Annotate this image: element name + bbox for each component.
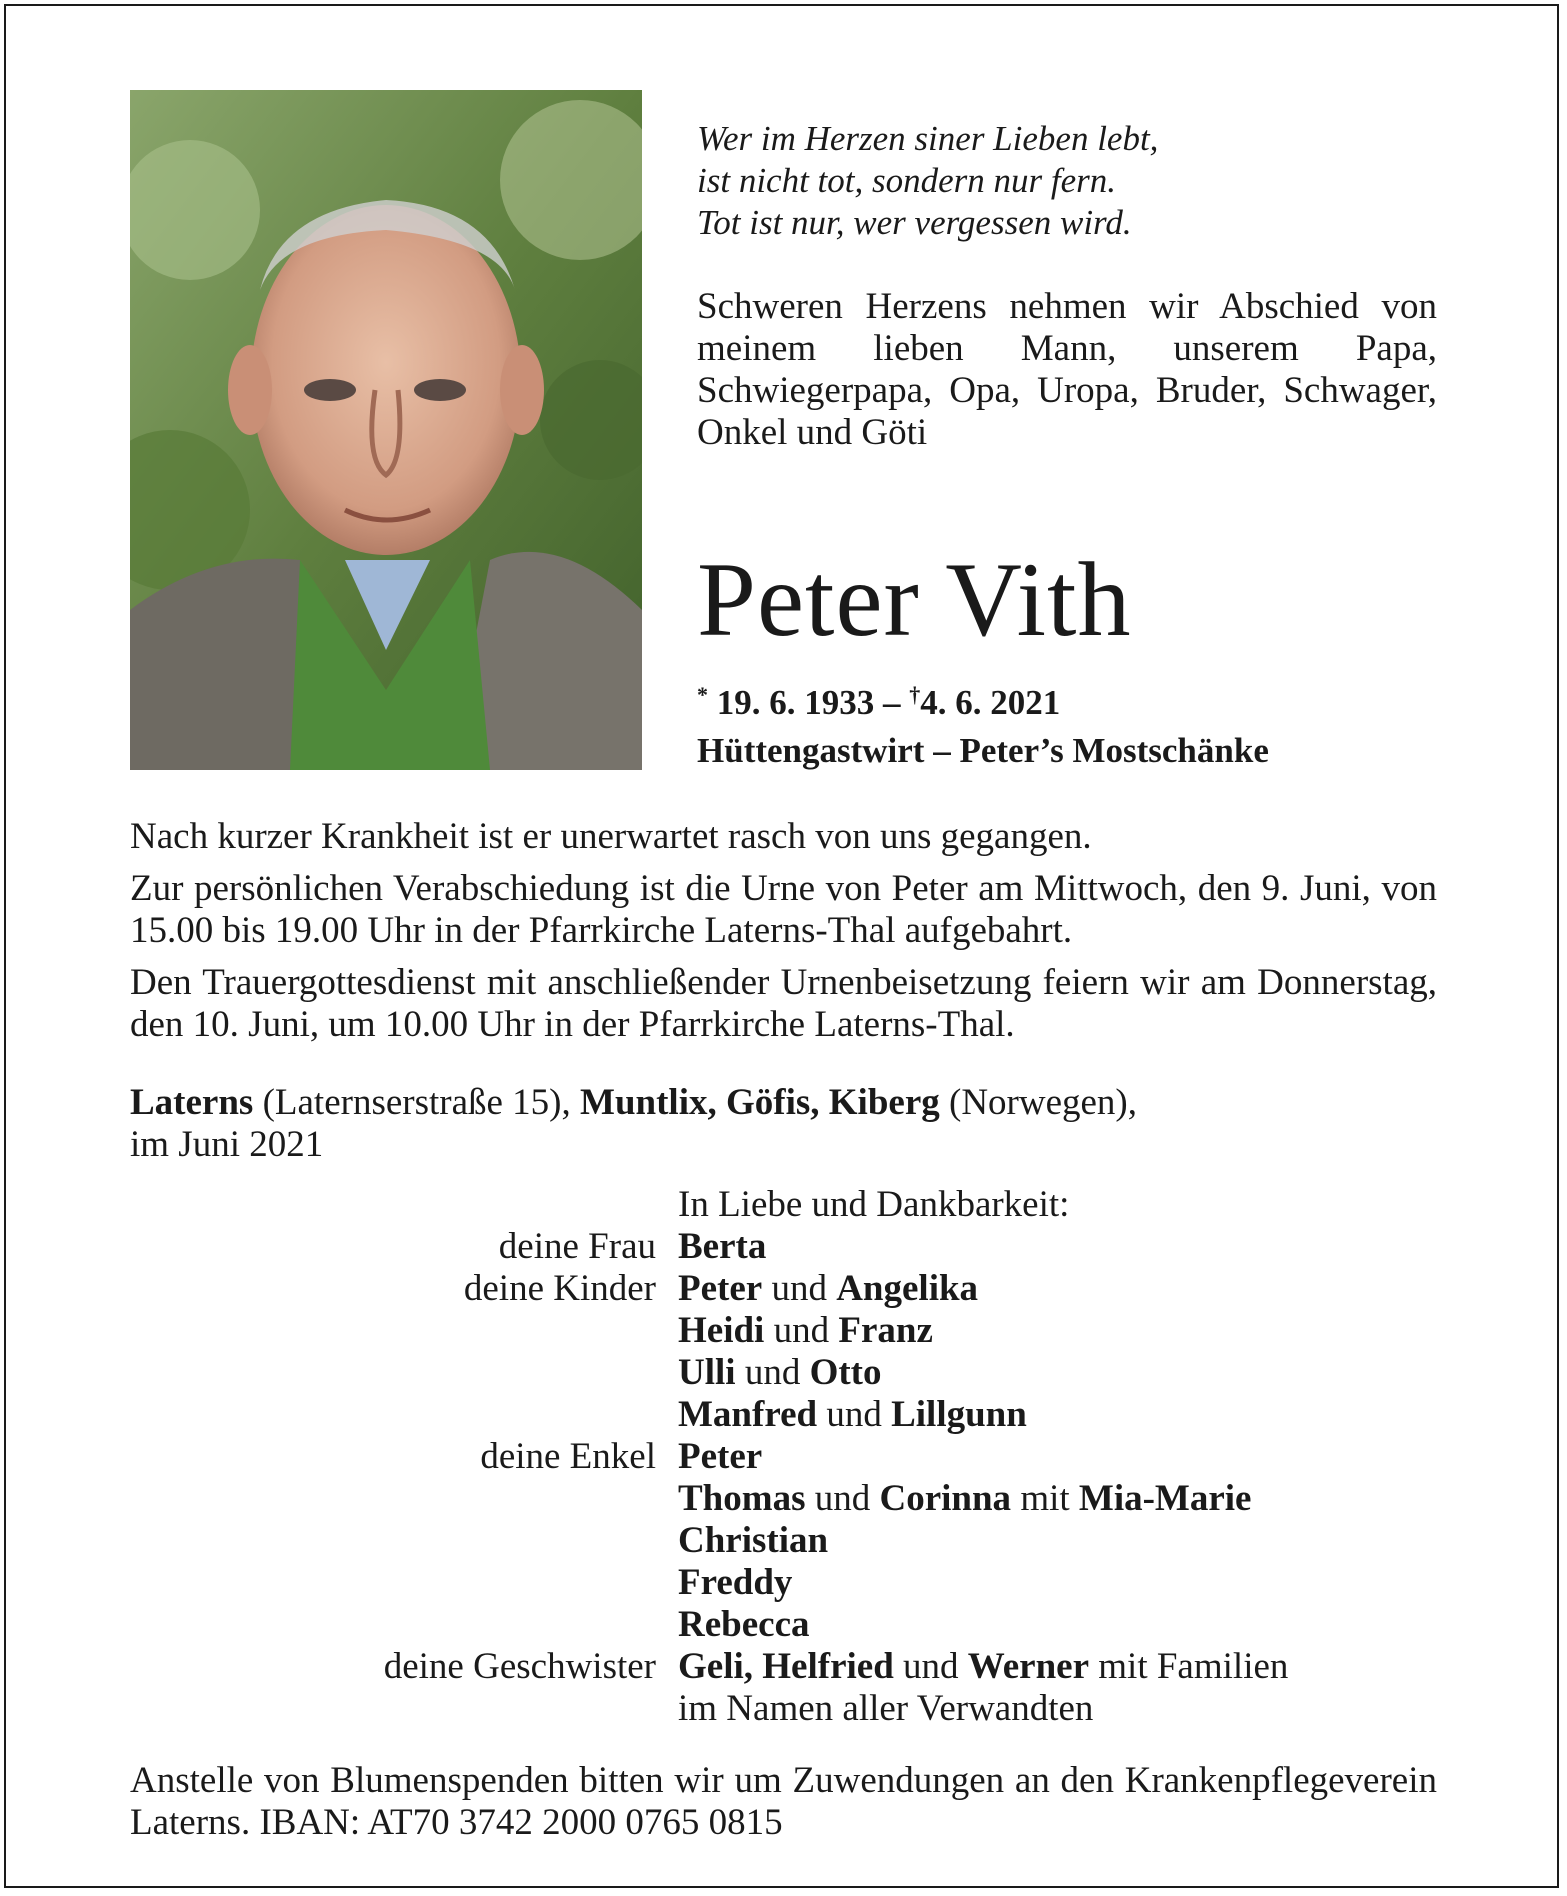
life-dates — [697, 674, 1060, 724]
portrait-photo — [130, 90, 642, 770]
mourner-name: Geli, Helfried — [678, 1646, 894, 1687]
place-and-date — [130, 1082, 1437, 1166]
mourner-name: Lillgunn — [891, 1394, 1027, 1435]
mourner-name: Corinna — [879, 1478, 1012, 1519]
paragraph-illness: Nach kurzer Krankheit ist er unerwartet rasch von uns gegangen. — [130, 816, 1092, 857]
donation-note: Anstelle von Blumenspenden bitten wir um Zuwendungen an den Krankenpflegeverein Laterns. IBAN: AT70 3742 2000 0765 0815 — [130, 1760, 1437, 1843]
place-country: (Norwegen), — [939, 1082, 1137, 1123]
death-symbol: † — [909, 682, 921, 707]
profession: Hüttengastwirt – Peter’s Mostschänke — [697, 731, 1269, 770]
mourners-list — [130, 1184, 1450, 1730]
mourner-name: Ulli — [678, 1352, 736, 1393]
relatives-line: im Namen aller Verwandten — [678, 1688, 1094, 1729]
mourner-name: Thomas — [678, 1478, 806, 1519]
paragraph-funeral: Den Trauergottesdienst mit anschließender Urnenbeisetzung feiern wir am Donnerstag, den 10. Juni, um 10.00 Uhr in der Pfarrkirche Laterns-Thal. — [130, 962, 1437, 1045]
mourner-row — [130, 1520, 1450, 1562]
mourner-name: Manfred — [678, 1394, 818, 1435]
memorial-poem — [697, 118, 1457, 244]
place-address: (Laternserstraße 15), — [253, 1082, 581, 1123]
mourner-name: Freddy — [678, 1562, 793, 1603]
relation-label: deine Geschwister — [383, 1646, 656, 1687]
mourner-name: Angelika — [836, 1268, 979, 1309]
relation-label: deine Kinder — [463, 1268, 656, 1309]
place-date: im Juni 2021 — [130, 1124, 324, 1165]
place-town: Laterns — [130, 1082, 254, 1123]
mourner-row-wife — [130, 1226, 1450, 1268]
mourner-name: Werner — [967, 1646, 1090, 1687]
mourner-row: Thomas und Corinna mit Mia-Marie — [678, 1478, 1252, 1519]
mourner-name: Berta — [678, 1226, 767, 1267]
poem-line: Tot ist nur, wer vergessen wird. — [697, 203, 1132, 242]
mourner-row-children: deine Kinder Peter und Angelika — [130, 1268, 1450, 1310]
mourner-name: Rebecca — [678, 1604, 810, 1645]
death-date: 4. 6. 2021 — [920, 683, 1061, 722]
mourner-name: Peter — [678, 1436, 763, 1477]
mourner-row — [130, 1604, 1450, 1646]
relation-label: deine Frau — [498, 1226, 656, 1267]
mourner-row — [130, 1688, 1450, 1730]
mourner-row: Manfred und Lillgunn — [678, 1394, 1027, 1435]
mourner-name: Mia-Marie — [1078, 1478, 1252, 1519]
poem-line: ist nicht tot, sondern nur fern. — [697, 161, 1117, 200]
mourner-row — [130, 1562, 1450, 1604]
mourner-name: Franz — [838, 1310, 933, 1351]
date-separator: – — [883, 683, 901, 722]
mourner-name: Heidi — [678, 1310, 765, 1351]
mourner-name: Peter — [678, 1268, 763, 1309]
poem-line: Wer im Herzen siner Lieben lebt, — [697, 119, 1159, 158]
birth-date: 19. 6. 1933 — [716, 683, 875, 722]
mourner-row: Ulli und Otto — [678, 1352, 882, 1393]
birth-symbol: * — [697, 682, 708, 707]
mourner-name: Otto — [809, 1352, 882, 1393]
mourner-row-siblings: deine Geschwister Geli, Helfried und Werner mit Familien — [130, 1646, 1450, 1688]
mourner-name: Christian — [678, 1520, 829, 1561]
farewell-intro: Schweren Herzens nehmen wir Abschied von meinem lieben Mann, unserem Papa, Schwiegerpapa, Opa, Uropa, Bruder, Schwager, Onkel und Göti — [697, 286, 1437, 453]
place-towns: Muntlix, Göfis, Kiberg — [580, 1082, 940, 1123]
paragraph-viewing: Zur persönlichen Verabschiedung ist die Urne von Peter am Mittwoch, den 9. Juni, von 15.00 bis 19.00 Uhr in der Pfarrkirche Laterns-Thal aufgebahrt. — [130, 868, 1437, 951]
deceased-name: Peter Vith — [697, 541, 1132, 658]
relation-label: deine Enkel — [480, 1436, 656, 1477]
mourner-row: Heidi und Franz — [678, 1310, 933, 1351]
mourners-heading: In Liebe und Dankbarkeit: — [678, 1184, 1070, 1225]
mourner-row-grandchildren — [130, 1436, 1450, 1478]
